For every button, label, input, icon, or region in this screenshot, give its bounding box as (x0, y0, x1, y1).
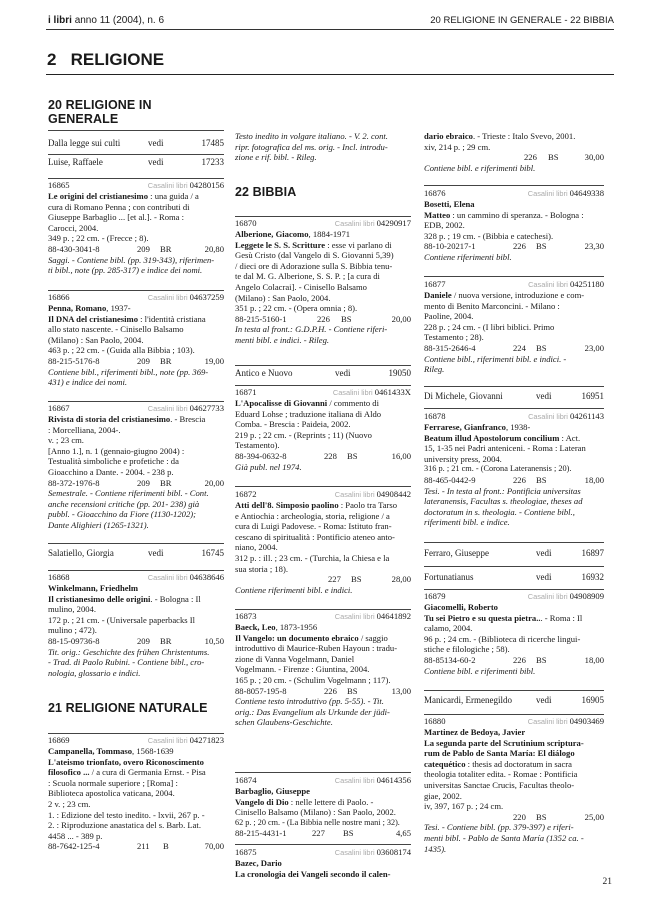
catalog-entry-continued: Testo inedito in volgare italiano. - V. 2. cont. ripr. fotografica del ms. orig. - Incl. introdu- zione e rif. bibl. - Rileg. (235, 131, 388, 163)
catalog-entry: 16879 Casalini libri 04908909 Giacomelli, Roberto Tu sei Pietro e su questa pietra... - Roma : Il calamo, 2004. 96 p. ; 24 cm. - (Biblioteca di ricerche lingui- stiche e filologiche ; 58). 88-85134-60-2 226 BS 18,00 Contiene bibl. e riferimenti bibl. (424, 591, 604, 676)
catalog-entry: 16874 Casalini libri 04614356 Barbaglio, Giuseppe Vangelo di Dio : nelle lettere di Paolo. - Cinisello Balsamo (Milano) : San Paolo, 2002. 62 p. ; 20 cm. - (La Bibbia nelle nostre mani ; 32). 88-215-4431-1 227 BS 4,65 (235, 775, 411, 839)
catalog-entry: 16870 Casalini libri 04290917 Alberione, Giacomo, 1884-1971 Leggete le S. S. Scritture : esse vi parlano di Gesù Cristo (dal Vangelo di S. Giovanni 5,39) / dieci ore di Adorazione sulla S. Bibbia tenu- te dal M. G. Alberione, S. S. P. ; [a cura di Angelo Colacrai]. - Cinisello Balsamo (Milano) : San Paolo, 2004. 351 p. ; 22 cm. - (Opera omnia ; 8). 88-215-5160-1 226 BS 20,00 In testa al front.: G.D.P.H. - Contiene riferi- menti bibl. e indici. - Rileg. (235, 218, 411, 345)
catalog-entry: 16878 Casalini libri 04261143 Ferrarese, Gianfranco, 1938- Beatum illud Apostolorum concilium : Act. 15, 1-35 nei Padri anteniceni. - Roma : Lateran university press, 2004. 316 p. ; 21 cm. - (Corona Lateranensis ; 20). 88-465-0442-9 226 BS 18,00 Tesi. - In testa al front.: Pontificia universitas lateranensis, Facultas s. theologiae, theses ad doctoratum in s. theologia. - Contiene bibl., riferimenti bibl. e indice. (424, 411, 604, 528)
running-header-left: i libri anno 11 (2004), n. 6 (48, 15, 165, 26)
catalog-entry: 16873 Casalini libri 04641892 Baeck, Leo, 1873-1956 Il Vangelo: un documento ebraico / saggio introduttivo di Maurice-Ruben Hayoun : tradu- zione di Vanna Vogelmann, Daniel Vogelmann. - Firenze : Giuntina, 2004. 165 p. ; 20 cm. - (Schulim Vogelmann ; 117). 88-8057-195-8 226 BS 13,00 Contiene testo introduttivo (pp. 5-55). - Tit. orig.: Das Evangelium als Urkunde der jüdi- schen Glaubens-Geschichte. (235, 611, 411, 728)
catalog-entry: 16866 Casalini libri 04637259 Penna, Romano, 1937- Il DNA del cristianesimo : l'identità cristiana allo stato nascente. - Cinisello Balsamo (Milano) : San Paolo, 2004. 463 p. ; 22 cm. - (Guida alla Bibbia ; 103). 88-215-5176-8 209 BR 19,00 Contiene bibl., riferimenti bibl., note (pp. 369- 431) e indice dei nomi. (48, 292, 224, 388)
section-heading-22: 22 BIBBIA (235, 185, 297, 199)
catalog-entry: 16865 Casalini libri 04280156 Le origini del cristianesimo : una guida / a cura di Romano Penna ; con contributi di Giuseppe Barbaglio ... [et al.]. - Roma : Carocci, 2004. 349 p. ; 22 cm. - (Frecce ; 8). 88-430-3041-8 209 BR 20,80 Saggi. - Contiene bibl. (pp. 319-343), riferimen- ti bibl., note (pp. 285-317) e indice dei nomi. (48, 180, 224, 276)
running-header-right: 20 RELIGIONE IN GENERALE - 22 BIBBIA (430, 15, 614, 26)
catalog-entry: 16869 Casalini libri 04271823 Campanella, Tommaso, 1568-1639 L'ateismo trionfato, overo Riconoscimento filosofico ... / a cura di Germania Ernst. - Pisa : Scuola normale superiore ; [Roma] : Biblioteca apostolica vaticana, 2004. 2 v. ; 23 cm. 1. : Edizione del testo inedito. - lxvii, 267 p. - 2. : Riproduzione anastatica del s. Barb. Lat. 4458 ... - 389 p. 88-7642-125-4 211 B 70,00 (48, 735, 224, 852)
catalog-entry-continued: dario ebraico. - Trieste : Italo Svevo, 2001. xiv, 214 p. ; 29 cm. 226 BS 30,00 Contiene bibl. e riferimenti bibl. (424, 131, 604, 173)
chapter-title: 2 RELIGIONE (47, 50, 165, 69)
catalog-entry: 16880 Casalini libri 04903469 Martinez de Bedoya, Javier La segunda parte del Scrutinium scriptura- rum de Pablo de Santa María: El diálogo catequético : thesis ad doctoratum in sacra theologia totaliter edita. - Romae : Pontificia universitas Sanctae Crucis, Facultas theolo- giae, 2002. iv, 397, 167 p. ; 24 cm. 220 BS 25,00 Tesi. - Contiene bibl. (pp. 379-397) e riferi- menti bibl. - Pablo de Santa María (1352 ca. - 1435). (424, 716, 604, 854)
page-number: 21 (602, 877, 612, 887)
section-heading-21: 21 RELIGIONE NATURALE (48, 701, 208, 715)
catalog-entry: 16877 Casalini libri 04251180 Daniele / nuova versione, introduzione e com- mento di Benito Marconcini. - Milano : Paoline, 2004. 228 p. ; 24 cm. - (I libri biblici. Primo Testamento ; 28). 88-315-2646-4 224 BS 23,00 Contiene bibl., riferimenti bibl. e indici. - Rileg. (424, 279, 604, 375)
catalog-entry: 16872 Casalini libri 04908442 Atti dell'8. Simposio paolino : Paolo tra Tarso e Antiochia : archeologia, storia, religione / a cura di Luigi Padovese. - Roma: Istituto fran- cescano di spiritualità : Pontificio ateneo anto- niano, 2004. 312 p. : ill. ; 23 cm. - (Turchia, la Chiesa e la sua storia ; 18). 227 BS 28,00 Contiene riferimenti bibl. e indici. (235, 489, 411, 595)
catalog-entry: 16871 Casalini libri 0461433X L'Apocalisse di Giovanni / commento di Eduard Lohse ; traduzione italiana di Aldo Comba. - Brescia : Paideia, 2002. 219 p. ; 22 cm. - (Reprints ; 11) (Nuovo Testamento). 88-394-0632-8 228 BS 16,00 Già publ. nel 1974. (235, 387, 411, 472)
section-heading-20: 20 RELIGIONE IN GENERALE (48, 98, 152, 126)
catalog-entry: 16876 Casalini libri 04649338 Bosetti, Elena Matteo : un cammino di speranza. - Bologna : EDB, 2002. 328 p. ; 19 cm. - (Bibbia e catechesi). 88-10-20217-1 226 BS 23,30 Contiene riferimenti bibl. (424, 188, 604, 262)
catalog-entry: 16867 Casalini libri 04627733 Rivista di storia del cristianesimo. - Brescia : Morcelliana, 2004-. v. ; 23 cm. [Anno 1.], n. 1 (gennaio-giugno 2004) : Testualità simboliche e profetiche : da Gioacchino a Dante. - 2004. - 238 p. 88-372-1976-8 209 BR 20,00 Semestrale. - Contiene riferimenti bibl. - Cont. anche recensioni critiche (pp. 201- 238) già pubbl. - Gioacchino da Fiore (1130-1202); Dante Alighieri (1265-1321). (48, 403, 224, 530)
header-rule (46, 29, 614, 30)
chapter-rule (46, 74, 614, 75)
catalog-entry: 16868 Casalini libri 04638646 Winkelmann, Friedhelm Il cristianesimo delle origini. - Bologna : Il mulino, 2004. 172 p. ; 21 cm. - (Universale paperbacks Il mulino ; 472). 88-15-09736-8 209 BR 10,50 Tit. orig.: Geschichte des frühen Christentums. - Trad. di Paolo Rubini. - Contiene bibl., cro- nologia, glossario e indici. (48, 572, 224, 678)
catalog-entry: 16875 Casalini libri 03608174 Bazec, Dario La cronologia dei Vangeli secondo il calen- (235, 847, 411, 879)
